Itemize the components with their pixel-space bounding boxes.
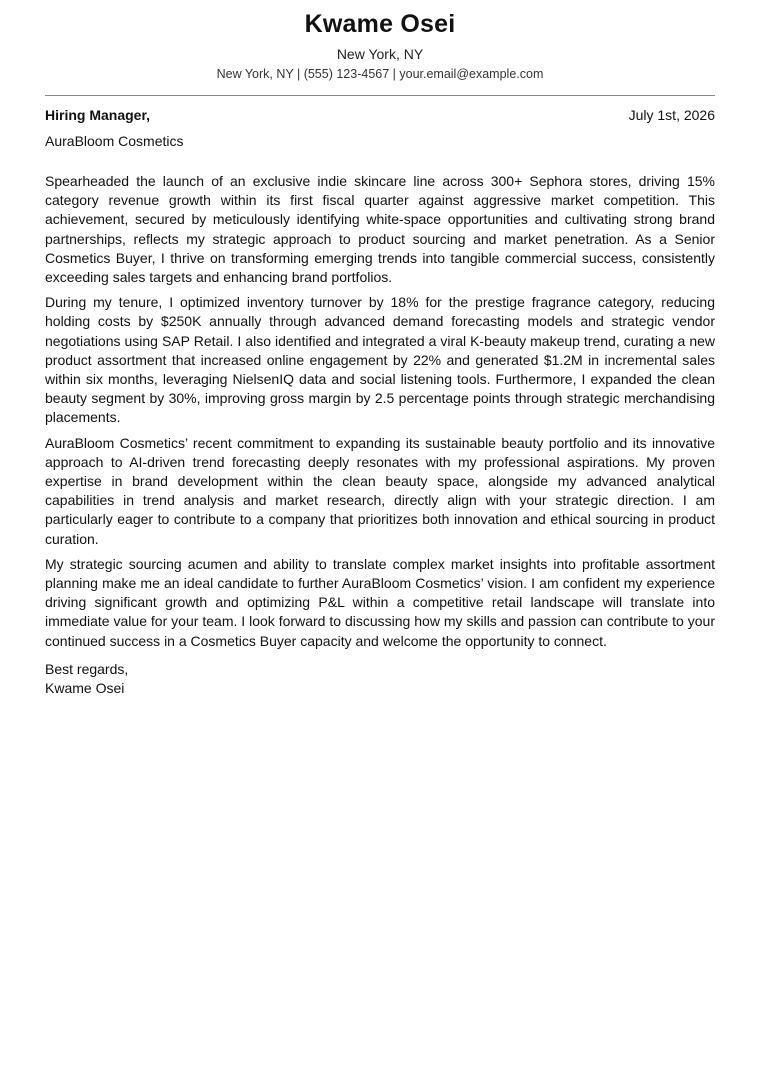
- applicant-name: Kwame Osei: [304, 10, 456, 38]
- body-paragraph: Spearheaded the launch of an exclusive indie skincare line across 300+ Sephora stores, driving 15% category revenue growth within its first fiscal quarter against aggressive market competition. This achievement, secured by meticulously identifying white-space opportunities and cultivating strong brand partnerships, reflects my strategic approach to product sourcing and market penetration. As a Senior Cosmetics Buyer, I thrive on transforming emerging trends into tangible commercial success, consistently exceeding sales targets and enhancing brand portfolios.: [45, 173, 715, 286]
- header-divider: [45, 95, 715, 96]
- signature-name: Kwame Osei: [45, 680, 125, 697]
- body-paragraph: AuraBloom Cosmetics’ recent commitment to expanding its sustainable beauty portfolio and its innovative approach to AI-driven trend forecasting deeply resonates with my professional aspirations. My proven expertise in brand development within the clean beauty space, alongside my advanced analytical capabilities in trend analysis and market research, directly align with your strategic direction. I am particularly eager to contribute to a company that prioritizes both innovation and ethical sourcing in product curation.: [45, 434, 715, 547]
- body-paragraph: During my tenure, I optimized inventory turnover by 18% for the prestige fragrance category, reducing holding costs by $250K annually through advanced demand forecasting models and strategic vendor negotiations using SAP Retail. I also identified and integrated a viral K-beauty makeup trend, curating a new product assortment that increased online engagement by 22% and generated $1.2M in incremental sales within six months, leveraging NielsenIQ data and social listening tools. Furthermore, I expanded the clean beauty segment by 30%, improving gross margin by 2.5 percentage points through strategic merchandising placements.: [45, 294, 715, 426]
- closing-phrase: Best regards,: [45, 660, 129, 677]
- recipient-salutation: Hiring Manager,: [45, 107, 151, 123]
- letter-date: July 1st, 2026: [628, 107, 715, 123]
- contact-line: New York, NY | (555) 123-4567 | your.email@example.com: [216, 67, 544, 81]
- recipient-date-row: [45, 106, 715, 124]
- body-paragraph: My strategic sourcing acumen and ability to translate complex market insights into profitable assortment planning make me an ideal candidate to further AuraBloom Cosmetics’ vision. I am confident my experience driving significant growth and optimizing P&L within a competitive retail landscape will translate into immediate value for your team. I look forward to discussing how my skills and passion can contribute to your continued success in a Cosmetics Buyer capacity and welcome the opportunity to connect.: [45, 555, 715, 649]
- recipient-company: AuraBloom Cosmetics: [45, 133, 184, 149]
- applicant-location: New York, NY: [336, 46, 424, 62]
- letter-body: [45, 172, 715, 651]
- letter-closing: [45, 660, 715, 698]
